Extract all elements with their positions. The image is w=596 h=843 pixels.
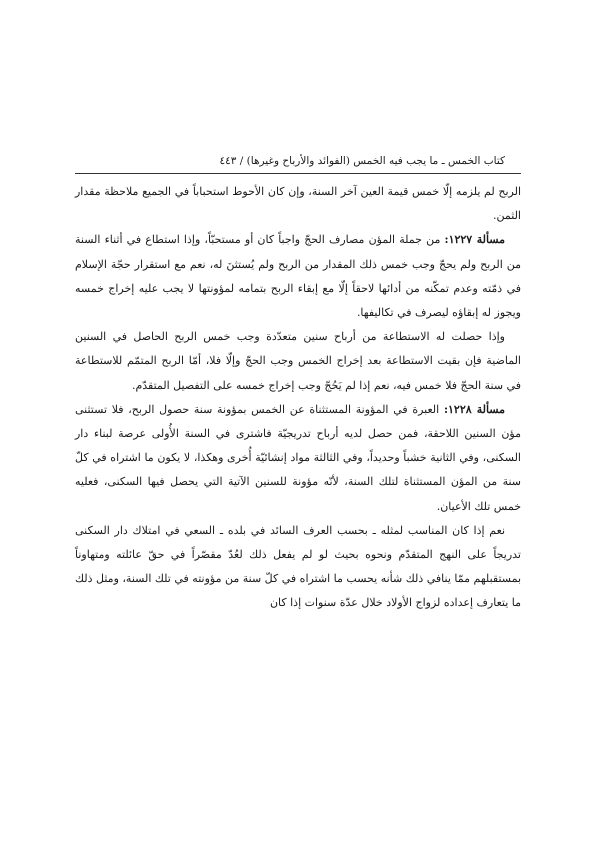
- paragraph-text: من جملة المؤن مصارف الحجّ واجباً كان أو مستحبّاً، وإذا استطاع في أثناء السنة من الربح ولم يحجّ وجب خمس ذلك المقدار من الربح ولم يُستثنَ له، نعم مع استقرار حجّة الإسلام في ذمّته وعدم تمكّنه من أدائها لاحقاً إلّا مع إبقاء الربح بتمامه لمؤونتها لا يجب عليه إخراج خمسه ويجوز له إبقاؤه ليصرف في تكاليفها.: [75, 233, 521, 320]
- paragraph-text: نعم إذا كان المناسب لمثله ـ بحسب العرف السائد في بلده ـ السعي في امتلاك دار السكنى تدريجاً على النهج المتقدّم ونحوه بحيث لو لم يفعل ذلك لعُدّ مقصّراً في حقّ عائلته ومتهاوناً بمستقبلهم ممّا ينافي ذلك شأنه يحسب ما اشتراه في كلّ سنة من مؤونته في تلك السنة، ومثل ذلك ما يتعارف إعداده لزواج الأولاد خلال عدّة سنوات إذا كان: [75, 523, 521, 610]
- issue-heading: مسألة ١٢٢٧:: [444, 233, 506, 247]
- paragraph: [75, 325, 521, 398]
- paragraph: [75, 228, 521, 325]
- paragraph-text: الربح لم يلزمه إلّا خمس قيمة العين آخر السنة، وإن كان الأحوط استحباباً في الجميع ملاحظة مقدار الثمن.: [75, 185, 521, 223]
- issue-heading: مسألة ١٢٢٨:: [443, 402, 505, 416]
- body-text: [75, 180, 521, 616]
- paragraph: [75, 519, 521, 616]
- paragraph: [75, 398, 521, 519]
- running-title: كتاب الخمس ـ ما يجب فيه الخمس (الفوائد والأرباح وغيرها) / ٤٤٣: [219, 155, 505, 167]
- paragraph-text: العبرة في المؤونة المستثناة عن الخمس بمؤونة سنة حصول الربح، فلا تستثنى مؤن السنين اللاحقة، فمن حصل لديه أرباح تدريجيّة فاشترى في السنة الأُولى عرصة لبناء دار السكنى، وفي الثانية خشباً وحديداً، وفي الثالثة مواد إنشائيّة أُخرى وهكذا، لا يكون ما اشتراه في كلّ سنة من المؤن المستثناة لتلك السنة، لأنّه مؤونة للسنين الآتية التي يحصل فيها السكنى، فعليه خمس تلك الأعيان.: [75, 402, 521, 513]
- header-divider: [75, 173, 521, 174]
- paragraph-text: وإذا حصلت له الاستطاعة من أرباح سنين متعدّدة وجب خمس الربح الحاصل في السنين الماضية فإن بقيت الاستطاعة بعد إخراج الخمس وجب الحجّ وإلّا فلا، أمّا الربح المتمّم للاستطاعة في سنة الحجّ فلا خمس فيه، نعم إذا لم يَحُجّ وجب إخراج خمسه على التفصيل المتقدّم.: [75, 330, 521, 392]
- paragraph: [75, 180, 521, 228]
- running-header: [75, 150, 505, 172]
